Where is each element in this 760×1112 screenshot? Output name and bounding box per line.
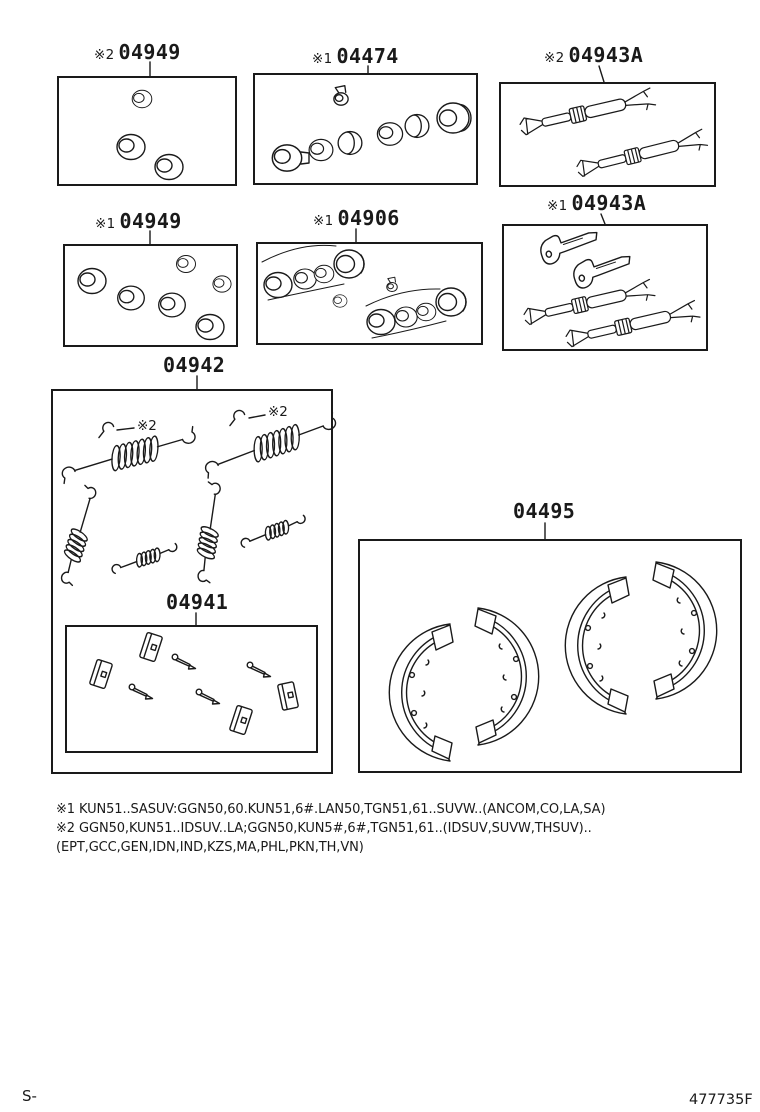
part-box-04495 xyxy=(358,539,742,773)
part-box-04906 xyxy=(256,242,483,345)
spring-flag-left: ※2 xyxy=(137,418,157,434)
callout-number: 04941 xyxy=(166,590,229,614)
callout-number: 04943A xyxy=(571,191,647,215)
callout-number: 04495 xyxy=(513,499,576,523)
callout-04949-x1[interactable] xyxy=(95,211,182,232)
callout-04942[interactable] xyxy=(163,355,225,375)
callout-prefix: ※1 xyxy=(547,198,568,214)
callout-04474[interactable] xyxy=(312,46,399,67)
callout-04943a-x1[interactable] xyxy=(547,193,646,214)
leader-line xyxy=(599,66,604,82)
callout-number: 04474 xyxy=(336,44,399,68)
callout-number: 04943A xyxy=(568,43,644,67)
callout-prefix: ※1 xyxy=(312,51,333,67)
callout-number: 04949 xyxy=(119,209,182,233)
part-box-04943a-x2 xyxy=(499,82,716,187)
callout-number: 04949 xyxy=(118,40,181,64)
footnote-line-1: ※1 KUN51..SASUV:GGN50,60.KUN51,6#.LAN50,TGN51,61..SUVW..(ANCOM,CO,LA,SA) xyxy=(56,802,606,817)
figure-code: 477735F xyxy=(689,1092,753,1108)
callout-prefix: ※2 xyxy=(544,50,565,66)
callout-number: 04906 xyxy=(337,206,400,230)
spring-flag-right: ※2 xyxy=(268,404,288,420)
leader-line xyxy=(601,214,605,224)
callout-04941[interactable] xyxy=(166,592,228,612)
callout-prefix: ※2 xyxy=(94,47,115,63)
footnote-line-3: (EPT,GCC,GEN,IDN,IND,KZS,MA,PHL,PKN,TH,VN) xyxy=(56,840,364,855)
callout-04495[interactable] xyxy=(513,501,575,521)
part-box-04474 xyxy=(253,73,478,185)
part-box-04949-x2 xyxy=(57,76,237,186)
callout-prefix: ※1 xyxy=(95,216,116,232)
callout-prefix: ※1 xyxy=(313,213,334,229)
part-box-04941 xyxy=(65,625,318,753)
footnote-line-2: ※2 GGN50,KUN51..IDSUV..LA;GGN50,KUN5#,6#,TGN51,61..(IDSUV,SUVW,THSUV).. xyxy=(56,821,592,836)
part-box-04949-x1 xyxy=(63,244,238,347)
series-code: S- xyxy=(22,1087,37,1105)
callout-number: 04942 xyxy=(163,353,226,377)
callout-04943a-x2[interactable] xyxy=(544,45,643,66)
part-box-04943a-x1 xyxy=(502,224,708,351)
callout-04949-x2[interactable] xyxy=(94,42,181,63)
callout-04906[interactable] xyxy=(313,208,400,229)
footnotes xyxy=(56,800,605,857)
